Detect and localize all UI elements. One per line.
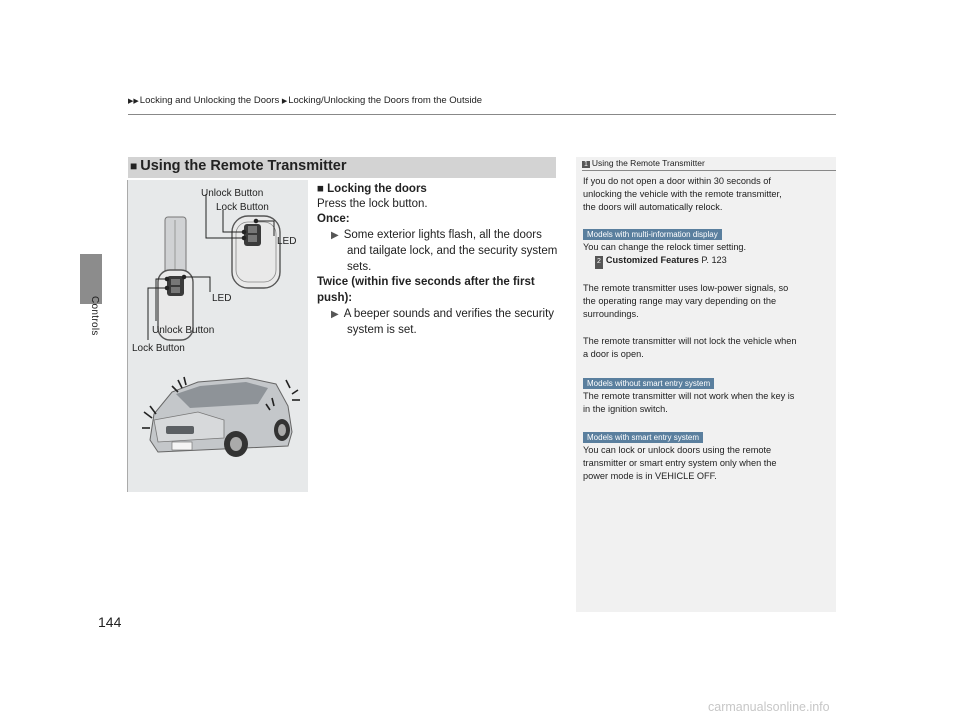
note-p6-2: transmitter or smart entry system only when the — [583, 458, 777, 468]
breadcrumb — [128, 95, 482, 106]
twice-label-2: push): — [317, 292, 353, 304]
note-p6-3: power mode is in VEHICLE OFF. — [583, 471, 717, 481]
remote-transmitter-figure — [127, 180, 308, 492]
key-illustration — [128, 180, 308, 492]
unlock-button-label-top: Unlock Button — [201, 188, 264, 199]
note-p3-1: The remote transmitter uses low-power signals, so — [583, 283, 789, 293]
breadcrumb-item-2[interactable]: Locking/Unlocking the Doors from the Outside — [288, 95, 483, 106]
note-p4-1: The remote transmitter will not lock the vehicle when — [583, 336, 797, 346]
note-p5-2: in the ignition switch. — [583, 404, 668, 414]
led-label-top: LED — [277, 236, 297, 247]
led-label-bottom: LED — [212, 293, 232, 304]
reference-icon: 2 — [595, 256, 603, 269]
models-tag-smart-entry: Models with smart entry system — [583, 432, 703, 443]
result-arrow-icon: ▶ — [331, 230, 339, 241]
notes-header-divider — [582, 170, 836, 171]
section-title: ■ Using the Remote Transmitter — [130, 158, 347, 174]
note-p4-2: a door is open. — [583, 349, 644, 359]
models-tag-multi-info: Models with multi-information display — [583, 229, 722, 240]
note-p6-1: You can lock or unlock doors using the remote — [583, 445, 772, 455]
once-label: Once: — [317, 213, 350, 225]
page-number: 144 — [98, 614, 122, 630]
heading-locking-doors: ■ Locking the doors — [317, 183, 427, 195]
once-text-3: sets. — [347, 261, 372, 273]
notes-header: 1 Using the Remote Transmitter — [584, 158, 705, 168]
lock-button-label-top: Lock Button — [216, 202, 269, 213]
lock-button-label-bottom: Lock Button — [132, 343, 185, 354]
breadcrumb-arrow-icon: ▶▶ — [128, 98, 139, 105]
header-divider — [128, 114, 836, 115]
note-p2-1: You can change the relock timer setting. — [583, 242, 747, 252]
instruction-text: Press the lock button. — [317, 198, 428, 210]
note-p1-1: If you do not open a door within 30 seconds of — [583, 176, 771, 186]
models-tag-without-smart-entry: Models without smart entry system — [583, 378, 714, 389]
result-arrow-icon: ▶ — [331, 309, 339, 320]
once-text-1: ▶ Some exterior lights flash, all the doors — [331, 229, 542, 241]
breadcrumb-arrow-icon: ▶ — [281, 98, 288, 105]
unlock-button-label-bottom: Unlock Button — [152, 325, 215, 336]
note-p1-3: the doors will automatically relock. — [583, 202, 723, 212]
vehicle-icon — [142, 377, 300, 457]
twice-text-2: system is set. — [347, 324, 417, 336]
twice-text-1: ▶ A beeper sounds and verifies the security — [331, 308, 555, 320]
note-p1-2: unlocking the vehicle with the remote transmitter, — [583, 189, 782, 199]
note-p5-1: The remote transmitter will not work when the key is — [583, 391, 795, 401]
twice-label-1: Twice (within five seconds after the first — [317, 276, 535, 288]
note-icon: 1 — [584, 161, 588, 168]
breadcrumb-item-1[interactable]: Locking and Unlocking the Doors — [139, 95, 280, 106]
note-p3-2: the operating range may vary depending on the — [583, 296, 777, 306]
key-right-icon — [232, 216, 280, 288]
watermark: carmanualsonline.info — [708, 700, 830, 714]
note-p2-ref[interactable]: 2 Customized Features P. 123 — [595, 254, 727, 269]
once-text-2: and tailgate lock, and the security system — [347, 245, 558, 257]
note-p3-3: surroundings. — [583, 309, 639, 319]
chapter-label: Controls — [89, 296, 100, 336]
